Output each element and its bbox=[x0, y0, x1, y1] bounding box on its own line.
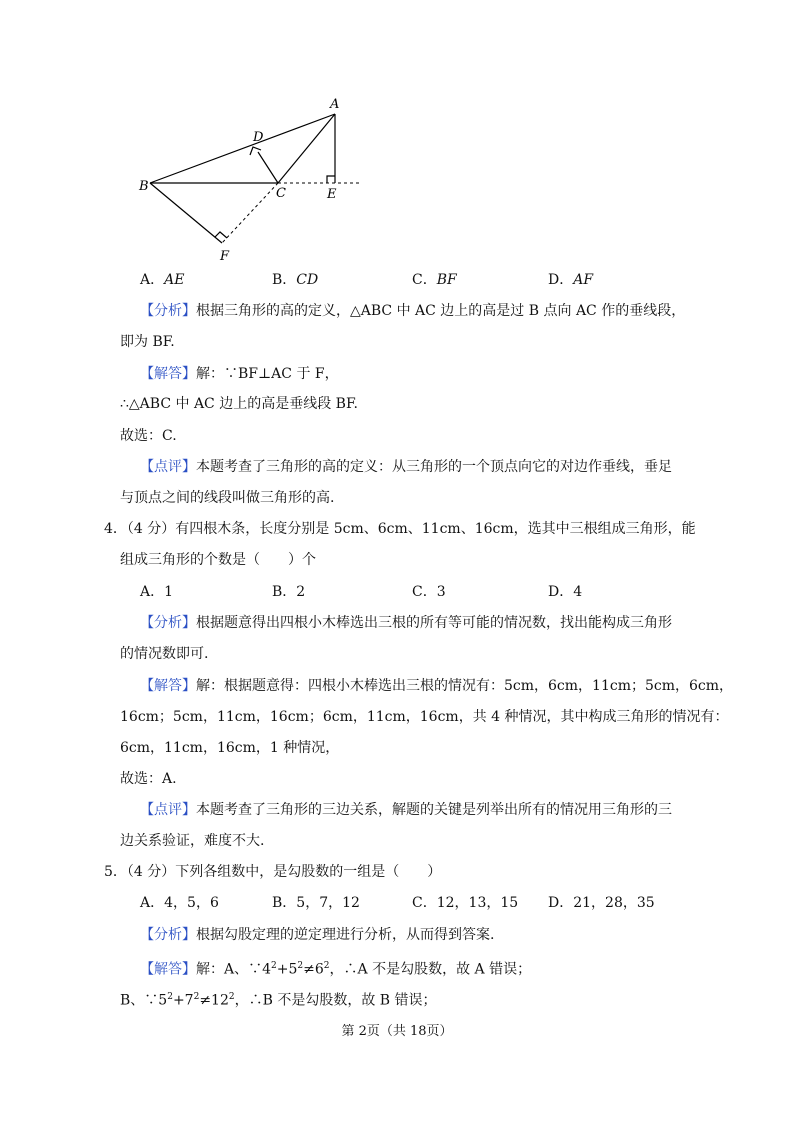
option-b: B．CD bbox=[272, 272, 319, 288]
analysis-line: 【分析】根据勾股定理的逆定理进行分析，从而得到答案. bbox=[140, 927, 495, 943]
answer-line: ∴△ABC 中 AC 边上的高是垂线段 BF. bbox=[120, 396, 358, 412]
triangle-figure bbox=[120, 90, 380, 270]
page-footer: 第 2页（共 18页） bbox=[341, 1024, 453, 1039]
answer-line: 6cm，11cm，16cm，1 种情况， bbox=[120, 740, 340, 756]
label-c: C bbox=[276, 186, 286, 201]
label-d: D bbox=[253, 130, 264, 145]
option-a: A．4，5，6 bbox=[140, 895, 219, 911]
right-angle-e bbox=[327, 176, 335, 183]
comment-line: 边关系验证，难度不大. bbox=[120, 833, 265, 849]
segment-bf bbox=[150, 183, 222, 243]
question-4-stem: 组成三角形的个数是（ ）个 bbox=[120, 552, 316, 568]
option-a: A．AE bbox=[140, 272, 185, 288]
analysis-line: 的情况数即可. bbox=[120, 646, 209, 662]
answer-line: 【解答】解：∵BF⊥AC 于 F， bbox=[140, 366, 339, 382]
comment-line: 【点评】本题考查了三角形的高的定义：从三角形的一个顶点向它的对边作垂线，垂足 bbox=[140, 459, 672, 475]
right-angle-f bbox=[215, 232, 227, 238]
analysis-line: 即为 BF. bbox=[120, 334, 175, 350]
option-a: A．1 bbox=[140, 584, 174, 600]
answer-line: 【解答】解：根据题意得：四根小木棒选出三根的情况有：5cm，6cm，11cm；5cm，6cm， bbox=[140, 678, 734, 694]
label-a: A bbox=[330, 97, 340, 112]
label-e: E bbox=[327, 187, 337, 202]
choice-line: 故选：A. bbox=[120, 771, 177, 787]
question-4-stem: 4．（4 分）有四根木条，长度分别是 5cm、6cm、11cm、16cm，选其中三根组成三角形，能 bbox=[104, 521, 696, 537]
analysis-line: 【分析】根据三角形的高的定义，△ABC 中 AC 边上的高是过 B 点向 AC 作的垂线段， bbox=[140, 303, 686, 319]
option-d: D．4 bbox=[548, 584, 583, 600]
option-d: D．AF bbox=[548, 272, 594, 288]
option-c: C．12，13，15 bbox=[412, 895, 519, 911]
label-f: F bbox=[220, 249, 230, 264]
label-b: B bbox=[139, 179, 149, 194]
answer-line: 16cm；5cm，11cm，16cm；6cm，11cm，16cm，共 4 种情况，其中构成三角形的情况有： bbox=[120, 709, 729, 725]
answer-line: B、$\because 5^2+7^2\ne 12^2$，∴B 不是勾股数，故 B 错误； bbox=[120, 992, 437, 1009]
analysis-line: 【分析】根据题意得出四根小木棒选出三根的所有等可能的情况数，找出能构成三角形 bbox=[140, 615, 672, 631]
choice-line: 故选：C. bbox=[120, 428, 177, 444]
comment-line: 【点评】本题考查了三角形的三边关系，解题的关键是列举出所有的情况用三角形的三 bbox=[140, 802, 672, 818]
option-d: D．21，28，35 bbox=[548, 895, 655, 911]
option-b: B．5，7，12 bbox=[272, 895, 360, 911]
option-c: C．BF bbox=[412, 272, 457, 288]
answer-line: 【解答】解：A、$\because 4^2+5^2\ne 6^2$，∴A 不是勾股数，故 A 错误； bbox=[140, 961, 532, 978]
extension-cf bbox=[222, 183, 278, 243]
segment-dc bbox=[258, 152, 278, 183]
option-b: B．2 bbox=[272, 584, 306, 600]
question-5-stem: 5．（4 分）下列各组数中，是勾股数的一组是（ ） bbox=[104, 864, 442, 880]
option-c: C．3 bbox=[412, 584, 446, 600]
comment-line: 与顶点之间的线段叫做三角形的高. bbox=[120, 490, 335, 506]
